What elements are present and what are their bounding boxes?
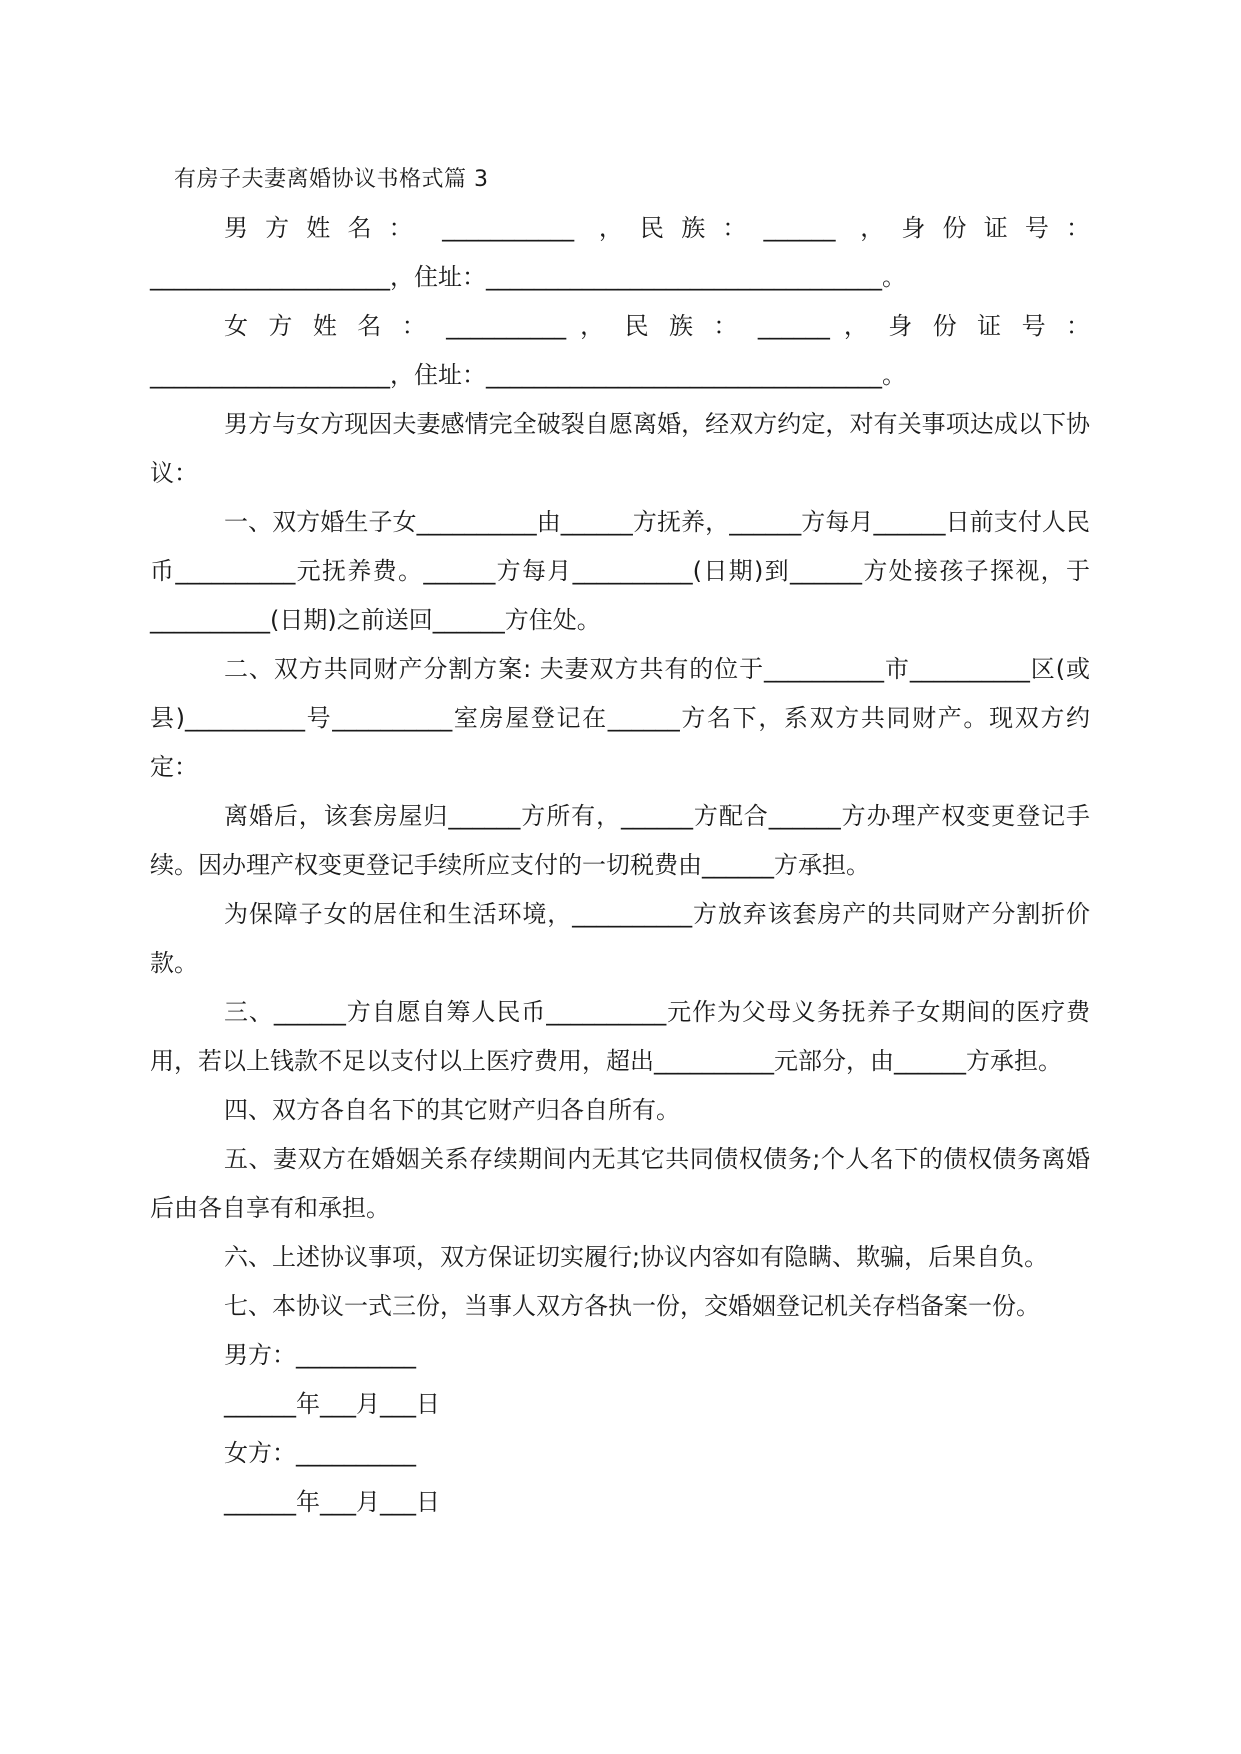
clause-house-ownership: 离婚后，该套房屋归______方所有，______方配合______方办理产权变更登记手续。因办理产权变更登记手续所应支付的一切税费由______方承担。 — [150, 802, 1090, 879]
clause-debts: 五、妻双方在婚姻关系存续期间内无其它共同债权债务;个人名下的债权债务离婚后由各自享有和承担。 — [150, 1145, 1090, 1222]
male-signature-date: ______年___月___日 — [224, 1390, 440, 1418]
clause-other-property: 四、双方各自名下的其它财产归各自所有。 — [224, 1096, 680, 1124]
clause-performance: 六、上述协议事项，双方保证切实履行;协议内容如有隐瞒、欺骗，后果自负。 — [224, 1243, 1049, 1271]
female-info-line-1: 女 方 姓 名 ： __________ ， 民 族 ： ______ ， 身 份 证 号 ： — [224, 312, 1090, 340]
clause-medical-expenses: 三、______方自愿自筹人民币__________元作为父母义务抚养子女期间的医疗费用，若以上钱款不足以支付以上医疗费用，超出__________元部分，由______方承担。 — [150, 998, 1090, 1075]
female-signature: 女方：__________ — [224, 1439, 416, 1467]
agreement-intro: 男方与女方现因夫妻感情完全破裂自愿离婚，经双方约定，对有关事项达成以下协议： — [150, 410, 1090, 487]
female-info-line-2: ____________________，住址：_________________________________。 — [150, 361, 906, 389]
male-info-line-2: ____________________，住址：_________________________________。 — [150, 263, 906, 291]
male-info-line-1: 男 方 姓 名 ： ___________ ， 民 族 ： ______ ， 身 份 证 号 ： — [224, 214, 1090, 242]
female-signature-date: ______年___月___日 — [224, 1488, 440, 1516]
clause-property-division: 二、双方共同财产分割方案: 夫妻双方共有的位于__________市__________区(或县)__________号__________室房屋登记在______方名下，系双方共同财产。现双方约定： — [150, 655, 1090, 781]
male-signature: 男方：__________ — [224, 1341, 416, 1369]
document-page — [150, 160, 1090, 1527]
clause-waiver: 为保障子女的居住和生活环境，__________方放弃该套房产的共同财产分割折价款。 — [150, 900, 1090, 977]
document-title: 有房子夫妻离婚协议书格式篇 3 — [174, 167, 489, 192]
clause-copies: 七、本协议一式三份，当事人双方各执一份，交婚姻登记机关存档备案一份。 — [224, 1292, 1040, 1320]
clause-child-custody: 一、双方婚生子女__________由______方抚养，______方每月______日前支付人民币__________元抚养费。______方每月__________(日期)到______方处接孩子探视，于__________(日期)之前送回______方住处。 — [150, 508, 1090, 634]
